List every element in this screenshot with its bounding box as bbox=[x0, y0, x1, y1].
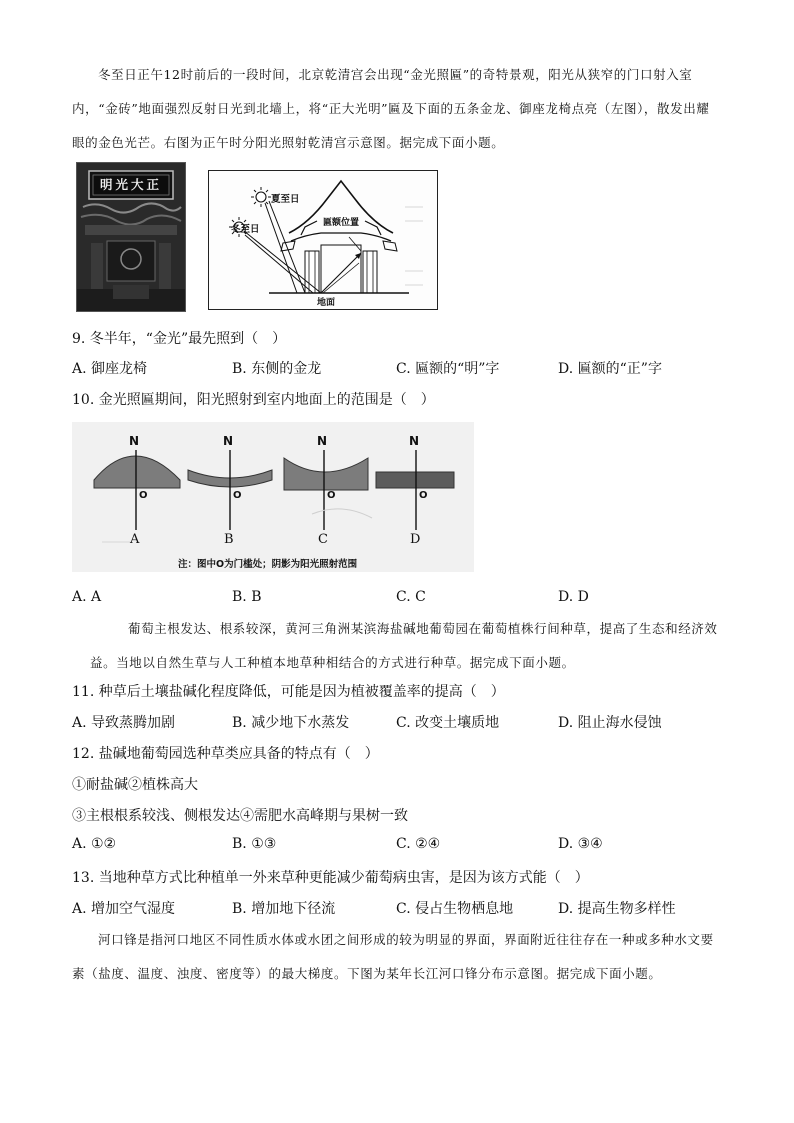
question-9-option-d[interactable]: D. 匾额的“正”字 bbox=[558, 361, 662, 377]
origin-label-c: O bbox=[327, 490, 336, 501]
summer-solstice-label: 夏至日 bbox=[271, 194, 300, 205]
question-13-stem: 13. 当地种草方式比种植单一外来草种更能减少葡萄病虫害，是因为该方式能（ ） bbox=[72, 870, 589, 886]
question-12-option-c[interactable]: C. ②④ bbox=[396, 836, 441, 852]
question-12-stem: 12. 盐碱地葡萄园选种草类应具备的特点有（ ） bbox=[72, 746, 379, 762]
sunlight-range-figure bbox=[72, 422, 474, 572]
question-9-option-a[interactable]: A. 御座龙椅 bbox=[72, 361, 148, 377]
question-10-option-b[interactable]: B. B bbox=[232, 589, 262, 605]
figure-label-a: A bbox=[130, 532, 140, 547]
north-label-b: N bbox=[223, 434, 234, 448]
palace-diagram-graphic bbox=[209, 171, 437, 309]
question-13-option-c[interactable]: C. 侵占生物栖息地 bbox=[396, 901, 514, 917]
origin-label-d: O bbox=[419, 490, 428, 501]
figure-label-d: D bbox=[410, 532, 421, 547]
question-12-option-a[interactable]: A. ①② bbox=[72, 836, 117, 852]
question-10-option-d[interactable]: D. D bbox=[558, 589, 589, 605]
plaque-text: 明光大正 bbox=[99, 177, 162, 192]
question-12-statements-2: ③主根根系较浅、侧根发达④需肥水高峰期与果树一致 bbox=[72, 808, 408, 824]
figure-label-c: C bbox=[318, 532, 328, 547]
origin-label-a: O bbox=[139, 490, 148, 501]
question-11-option-c[interactable]: C. 改变土壤质地 bbox=[396, 715, 500, 731]
north-label-d: N bbox=[409, 434, 420, 448]
question-9-option-c[interactable]: C. 匾额的“明”字 bbox=[396, 361, 500, 377]
ground-label: 地面 bbox=[317, 298, 336, 308]
palace-sunlight-diagram bbox=[208, 170, 438, 310]
figure-label-b: B bbox=[224, 532, 234, 547]
question-13-option-b[interactable]: B. 增加地下径流 bbox=[232, 901, 336, 917]
question-9-option-b[interactable]: B. 东侧的金龙 bbox=[232, 361, 322, 377]
question-10-option-a[interactable]: A. A bbox=[72, 589, 102, 605]
origin-label-b: O bbox=[233, 490, 242, 501]
intro-paragraph-2: 葡萄主根发达、根系较深，黄河三角洲某滨海盐碱地葡萄园在葡萄植株行间种草，提高了生态和经济效益。当地以自然生草与人工种植本地草种相结合的方式进行种草。据完成下面小题。 bbox=[90, 621, 718, 670]
figure-note: 注：图中O为门槛处；阴影为阳光照射范围 bbox=[178, 559, 358, 570]
question-11-option-b[interactable]: B. 减少地下水蒸发 bbox=[232, 715, 350, 731]
question-12-option-b[interactable]: B. ①③ bbox=[232, 836, 277, 852]
question-12-option-d[interactable]: D. ③④ bbox=[558, 836, 603, 852]
question-9-stem: 9. 冬半年，“金光”最先照到（ ） bbox=[72, 331, 287, 347]
north-label-a: N bbox=[129, 434, 140, 448]
winter-solstice-label: 冬至日 bbox=[231, 224, 260, 235]
intro-paragraph-1: 冬至日正午12时前后的一段时间，北京乾清宫会出现“金光照匾”的奇特景观，阳光从狭窄的门口射入室内，“金砖”地面强烈反射日光到北墙上，将“正大光明”匾及下面的五条金龙、御座龙椅点亮（左图），散发出耀眼的金色光芒。右图为正午时分阳光照射乾清宫示意图。据完成下面小题。 bbox=[72, 67, 710, 150]
question-12-statements-1: ①耐盐碱②植株高大 bbox=[72, 777, 198, 793]
plaque-position-label: 匾额位置 bbox=[323, 215, 359, 228]
question-11-option-a[interactable]: A. 导致蒸腾加剧 bbox=[72, 715, 176, 731]
north-label-c: N bbox=[317, 434, 328, 448]
intro-paragraph-3: 河口锋是指河口地区不同性质水体或水团之间形成的较为明显的界面，界面附近往往存在一种或多种水文要素（盐度、温度、浊度、密度等）的最大梯度。下图为某年长江河口锋分布示意图。据完成下面小题。 bbox=[72, 932, 714, 981]
question-11-stem: 11. 种草后土壤盐碱化程度降低，可能是因为植被覆盖率的提高（ ） bbox=[72, 684, 505, 700]
question-13-option-a[interactable]: A. 增加空气湿度 bbox=[72, 901, 176, 917]
plaque-photo bbox=[76, 162, 186, 312]
question-10-stem: 10. 金光照匾期间，阳光照射到室内地面上的范围是（ ） bbox=[72, 392, 435, 408]
question-10-option-c[interactable]: C. C bbox=[396, 589, 426, 605]
question-11-option-d[interactable]: D. 阻止海水侵蚀 bbox=[558, 715, 662, 731]
question-13-option-d[interactable]: D. 提高生物多样性 bbox=[558, 901, 676, 917]
